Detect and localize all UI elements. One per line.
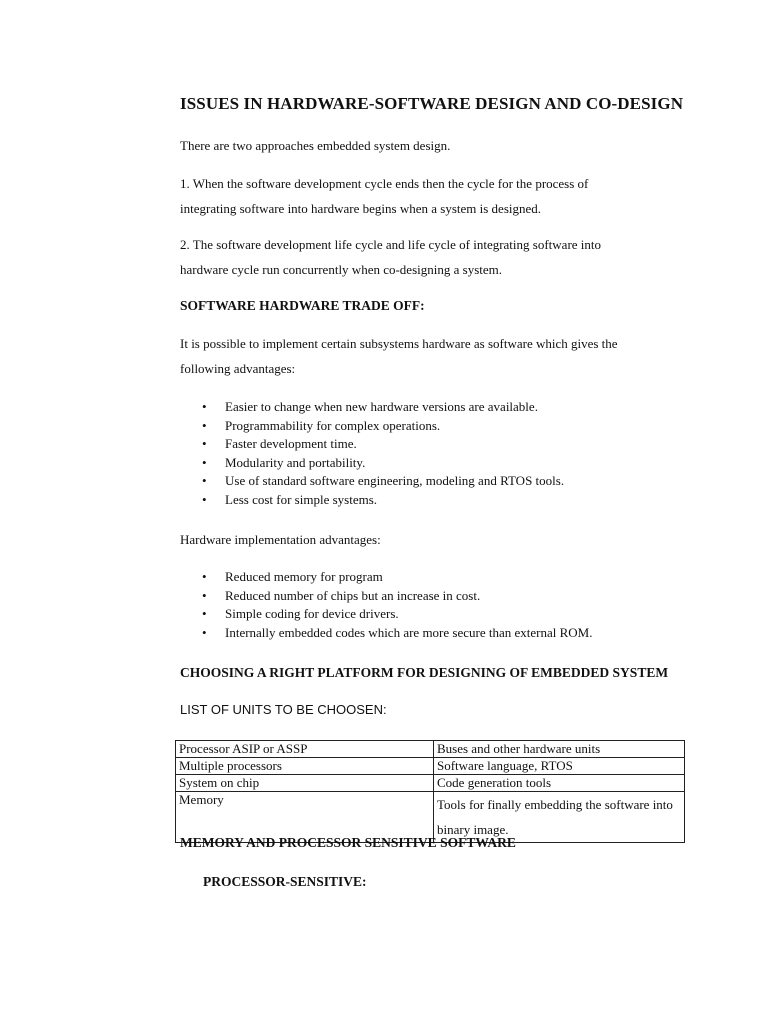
table-cell: System on chip — [176, 775, 434, 792]
list-item: • Reduced number of chips but an increase in cost. — [180, 587, 592, 606]
intro-paragraph: There are two approaches embedded system design. — [180, 138, 451, 153]
table-cell: Memory — [176, 792, 434, 843]
table-cell: Code generation tools — [434, 775, 685, 792]
list-item: • Less cost for simple systems. — [180, 491, 564, 510]
approach-2-line-1: 2. The software development life cycle and life cycle of integrating software into — [180, 237, 602, 252]
table-row — [176, 758, 685, 775]
table-row — [176, 775, 685, 792]
table-cell-text: Tools for finally embedding the software into binary image. — [437, 797, 673, 837]
list-item: • Simple coding for device drivers. — [180, 605, 592, 624]
table-cell: Processor ASIP or ASSP — [176, 741, 434, 758]
platform-heading: CHOOSING A RIGHT PLATFORM FOR DESIGNING OF EMBEDDED SYSTEM — [180, 665, 669, 680]
table-cell: Multiple processors — [176, 758, 434, 775]
list-item: • Faster development time. — [180, 435, 564, 454]
memory-heading: MEMORY AND PROCESSOR SENSITIVE SOFTWARE — [180, 835, 516, 850]
table-cell: Software language, RTOS — [434, 758, 685, 775]
units-table — [175, 740, 685, 843]
tradeoff-heading: SOFTWARE HARDWARE TRADE OFF: — [180, 298, 425, 313]
approach-1-line-1: 1. When the software development cycle ends then the cycle for the process of — [180, 176, 589, 191]
tradeoff-line-1: It is possible to implement certain subsystems hardware as software which gives the — [180, 336, 618, 351]
list-item: • Reduced memory for program — [180, 568, 592, 587]
hardware-intro: Hardware implementation advantages: — [180, 532, 381, 547]
table-row — [176, 741, 685, 758]
software-advantages-list — [180, 398, 564, 510]
list-item: • Modularity and portability. — [180, 454, 564, 473]
hardware-advantages-list — [180, 568, 592, 642]
table-cell: Buses and other hardware units — [434, 741, 685, 758]
approach-2-line-2: hardware cycle run concurrently when co-designing a system. — [180, 262, 502, 277]
list-item: • Programmability for complex operations. — [180, 417, 564, 436]
list-item: • Internally embedded codes which are more secure than external ROM. — [180, 624, 592, 643]
processor-heading: PROCESSOR-SENSITIVE: — [203, 874, 367, 889]
tradeoff-line-2: following advantages: — [180, 361, 296, 376]
list-item: • Easier to change when new hardware versions are available. — [180, 398, 564, 417]
list-item: • Use of standard software engineering, modeling and RTOS tools. — [180, 472, 564, 491]
page-title: ISSUES IN HARDWARE-SOFTWARE DESIGN AND CO-DESIGN — [180, 94, 684, 113]
units-heading: LIST OF UNITS TO BE CHOOSEN: — [180, 702, 387, 717]
approach-1-line-2: integrating software into hardware begins when a system is designed. — [180, 201, 542, 216]
